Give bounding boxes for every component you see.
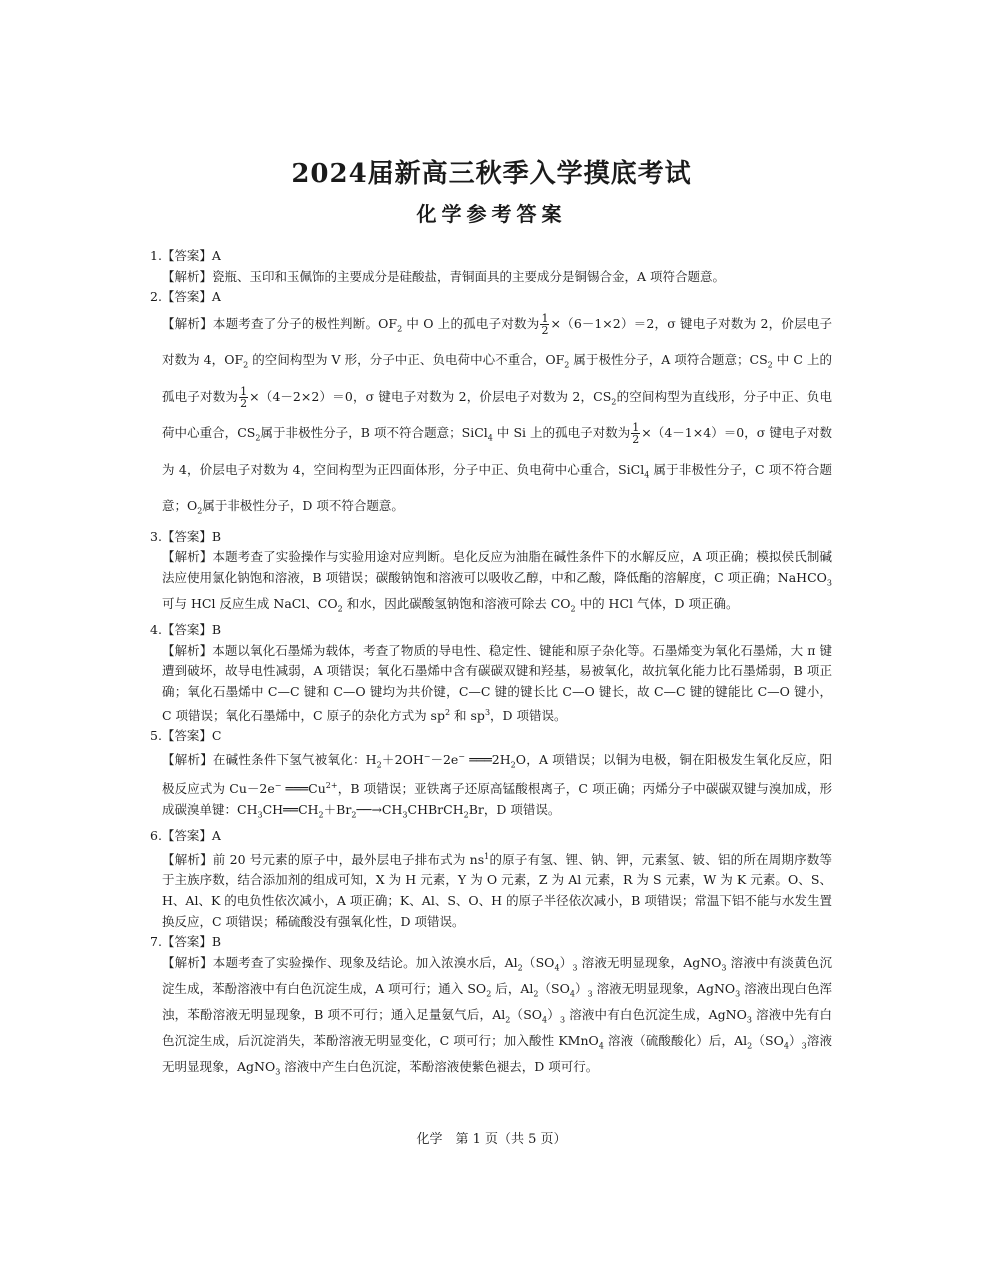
fraction-one-half: $\frac{1}{2}$ (541, 311, 549, 337)
q4-answer: 4.【答案】B (150, 622, 222, 638)
q3-answer: 3.【答案】B (150, 528, 222, 544)
q5-answer: 5.【答案】C (150, 728, 222, 744)
page-title: 2024届新高三秋季入学摸底考试 (291, 159, 692, 189)
fraction-one-half: $\frac{1}{2}$ (240, 384, 248, 410)
q7-answer: 7.【答案】B (150, 934, 222, 950)
q1-answer: 1.【答案】A (150, 248, 221, 263)
q2-answer: 2.【答案】A (150, 289, 221, 305)
q5-explanation: 【解析】在碱性条件下氢气被氧化：$H_2+2OH^--2e^-$ $═══2H_2O$，A 项错误；以铜为电极，铜在阳极发生氧化反应，阳极反应式为 Cu－2e− $═══Cu^{2+}$，B 项错误；亚铁离子还原高锰酸根离子，C 项正确；丙烯分子中碳碳双键与溴加成，形成碳溴单键：$CH_3CH══CH_2+Br_2──\to CH_3CHBrCH_2Br$，D 项错误。 (162, 751, 832, 820)
q6-explanation: 【解析】前 20 号元素的原子中，最外层电子排布式为 $ns^1$的原子有氢、锂、钠、钾，元素氢、铍、铝的所在周期序数等于主族序数，结合添加剂的组成可知，X 为 H 元素，Y 为 O 元素，Z 为 Al 元素，R 为 S 元素，W 为 K 元素。O、S、H、Al、K 的电负性依次减小，A 项正确；K、Al、S、O、H 的原子半径依次减小，B 项错误；常温下铝不能与水发生置换反应，C 项错误；稀硫酸没有强氧化性，D 项错误。 (162, 851, 832, 929)
fraction-one-half: $\frac{1}{2}$ (632, 421, 640, 447)
q7-explanation: 【解析】本题考查了实验操作、现象及结论。加入浓溴水后，$Al_2(SO_4)_3$ 溶液无明显现象，AgNO$_3$ 溶液中有淡黄色沉淀生成，苯酚溶液中有白色沉淀生成，A 项可行；通入 $SO_2$ 后，$Al_2(SO_4)_3$ 溶液无明显现象，AgNO$_3$ 溶液出现白色浑浊，苯酚溶液无明显现象，B 项不可行；通入足量氨气后，$Al_2(SO_4)_3$ 溶液中有白色沉淀生成，AgNO$_3$ 溶液中先有白色沉淀生成，后沉淀消失，苯酚溶液无明显变化，C 项可行；加入酸性 KMnO$_4$ 溶液（硫酸酸化）后，$Al_2(SO_4)_3$溶液无明显现象，AgNO$_3$ 溶液中产生白色沉淀，苯酚溶液使紫色褪去，D 项可行。 (162, 954, 833, 1077)
q4-explanation: 【解析】本题以氧化石墨烯为载体，考查了物质的导电性、稳定性、键能和原子杂化等。石墨烯变为氧化石墨烯，大 π 键遭到破坏，故导电性减弱，A 项错误；氧化石墨烯中含有碳碳双键和羟基，易被氧化，故抗氧化能力比石墨烯弱，B 项正确；氧化石墨烯中 C—C 键和 C—O 键均为共价键，C—C 键的键长比 C—O 键长，故 C—C 键的键能比 C—O 键小，C 项错误；氧化石墨烯中，C 原子的杂化方式为 $sp^2$ 和 $sp^3$，D 项错误。 (162, 642, 832, 723)
page-subtitle: 化学参考答案 (416, 202, 567, 226)
q1-explanation: 【解析】瓷瓶、玉印和玉佩饰的主要成分是硅酸盐，青铜面具的主要成分是铜锡合金，A 项符合题意。 (162, 268, 726, 284)
q3-explanation: 【解析】本题考查了实验操作与实验用途对应判断。皂化反应为油脂在碱性条件下的水解反应，A 项正确；模拟侯氏制碱法应使用氯化钠饱和溶液，B 项错误；碳酸钠饱和溶液可以吸收乙醇，中和乙酸，降低酯的溶解度，C 项正确；NaHCO$_3$ 可与 HCl 反应生成 NaCl、$CO_2$ 和水，因此碳酸氢钠饱和溶液可除去 $CO_2$ 中的 HCl 气体，D 项正确。 (162, 549, 832, 614)
q2-explanation: 【解析】本题考查了分子的极性判断。$OF_2$ 中 O 上的孤电子对数为 $\frac{1}{2}$ ×（6－1×2）＝2，σ 键电子对数为 2，价层电子对数为 4，$OF_2$ 的空间构型为 V 形，分子中正、负电荷中心不重合，$OF_2$ 属于极性分子，A 项符合题意；$CS_2$ 中 C 上的孤电子对数为 $\frac{1}{2}$ ×（4－2×2）＝0，σ 键电子对数为 2，价层电子对数为 2，$CS_2$的空间构型为直线形，分子中正、负电荷中心重合，$CS_2$属于非极性分子，B 项不符合题意；SiCl$_4$ 中 Si 上的孤电子对数为 $\frac{1}{2}$ ×（4－1×4）＝0，σ 键电子对数为 4，价层电子对数为 4，空间构型为正四面体形，分子中正、负电荷中心重合，SiCl$_4$ 属于非极性分子，C 项不符合题意；$O_2$属于非极性分子，D 项不符合题意。 (162, 311, 833, 516)
page-footer: 化学 第 1 页（共 5 页） (416, 1132, 567, 1147)
answer-content (150, 246, 832, 1083)
q6-answer: 6.【答案】A (150, 827, 221, 843)
